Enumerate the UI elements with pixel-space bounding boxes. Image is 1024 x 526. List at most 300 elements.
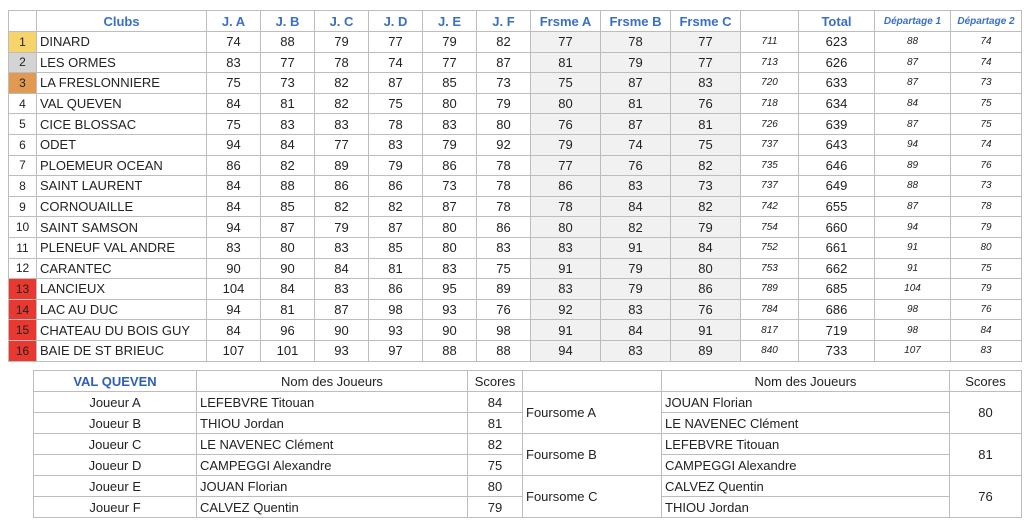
cell-rank: 10 (9, 217, 37, 238)
header-gross (741, 11, 799, 32)
cell-jd: 86 (369, 176, 423, 197)
foursome-player: LEFEBVRE Titouan (662, 434, 950, 455)
standings-row (9, 196, 1022, 217)
header-jf: J. F (477, 11, 531, 32)
cell-dep2: 75 (951, 114, 1022, 135)
cell-rank: 7 (9, 155, 37, 176)
cell-ja: 94 (207, 134, 261, 155)
cell-jf: 89 (477, 279, 531, 300)
cell-dep2: 78 (951, 196, 1022, 217)
standings-table (8, 10, 1022, 362)
header-fb: Frsme B (601, 11, 671, 32)
cell-dep1: 87 (875, 73, 951, 94)
player-row (34, 434, 1022, 455)
cell-jc: 83 (315, 237, 369, 258)
cell-jb: 81 (261, 93, 315, 114)
cell-je: 88 (423, 340, 477, 361)
cell-total: 634 (799, 93, 875, 114)
foursome-scores-header: Scores (950, 371, 1022, 392)
cell-dep1: 89 (875, 155, 951, 176)
player-name: JOUAN Florian (197, 476, 468, 497)
standings-body (9, 32, 1022, 362)
header-je: J. E (423, 11, 477, 32)
team-detail-header-row (34, 371, 1022, 392)
cell-dep1: 94 (875, 134, 951, 155)
cell-ja: 94 (207, 217, 261, 238)
cell-total: 626 (799, 52, 875, 73)
cell-total: 685 (799, 279, 875, 300)
standings-row (9, 279, 1022, 300)
header-clubs: Clubs (37, 11, 207, 32)
player-row (34, 392, 1022, 413)
foursome-label-header (523, 371, 662, 392)
cell-jc: 93 (315, 340, 369, 361)
cell-fa: 75 (531, 73, 601, 94)
cell-dep2: 84 (951, 320, 1022, 341)
cell-fa: 77 (531, 155, 601, 176)
cell-club: BAIE DE ST BRIEUC (37, 340, 207, 361)
standings-header-row (9, 11, 1022, 32)
cell-ja: 84 (207, 93, 261, 114)
standings-row (9, 114, 1022, 135)
foursome-label: Foursome B (523, 434, 662, 476)
cell-fb: 83 (601, 176, 671, 197)
cell-ja: 83 (207, 237, 261, 258)
cell-jb: 82 (261, 155, 315, 176)
cell-rank: 16 (9, 340, 37, 361)
cell-jb: 87 (261, 217, 315, 238)
standings-row (9, 258, 1022, 279)
cell-jb: 73 (261, 73, 315, 94)
cell-fc: 91 (671, 320, 741, 341)
cell-je: 87 (423, 196, 477, 217)
standings-row (9, 217, 1022, 238)
cell-jf: 79 (477, 93, 531, 114)
player-score: 82 (468, 434, 523, 455)
foursome-player: THIOU Jordan (662, 497, 950, 518)
cell-fc: 77 (671, 52, 741, 73)
cell-fa: 91 (531, 258, 601, 279)
cell-fb: 74 (601, 134, 671, 155)
cell-dep1: 104 (875, 279, 951, 300)
cell-gross: 742 (741, 196, 799, 217)
cell-jc: 77 (315, 134, 369, 155)
cell-gross: 718 (741, 93, 799, 114)
foursome-label: Foursome C (523, 476, 662, 518)
cell-club: CICE BLOSSAC (37, 114, 207, 135)
cell-club: PLOEMEUR OCEAN (37, 155, 207, 176)
cell-fc: 81 (671, 114, 741, 135)
cell-dep1: 88 (875, 176, 951, 197)
cell-jd: 86 (369, 279, 423, 300)
cell-gross: 784 (741, 299, 799, 320)
cell-jc: 87 (315, 299, 369, 320)
cell-club: SAINT LAURENT (37, 176, 207, 197)
cell-fb: 79 (601, 279, 671, 300)
player-name: LE NAVENEC Clément (197, 434, 468, 455)
header-rank (9, 11, 37, 32)
standings-row (9, 340, 1022, 361)
cell-club: ODET (37, 134, 207, 155)
cell-rank: 11 (9, 237, 37, 258)
player-name: THIOU Jordan (197, 413, 468, 434)
cell-fa: 86 (531, 176, 601, 197)
cell-jf: 86 (477, 217, 531, 238)
cell-fc: 75 (671, 134, 741, 155)
cell-fb: 84 (601, 196, 671, 217)
cell-jd: 87 (369, 73, 423, 94)
player-score: 79 (468, 497, 523, 518)
cell-gross: 735 (741, 155, 799, 176)
cell-dep2: 79 (951, 217, 1022, 238)
cell-jf: 83 (477, 237, 531, 258)
cell-fa: 91 (531, 320, 601, 341)
cell-dep1: 91 (875, 258, 951, 279)
cell-jc: 90 (315, 320, 369, 341)
cell-rank: 15 (9, 320, 37, 341)
cell-jd: 77 (369, 32, 423, 53)
standings-row (9, 299, 1022, 320)
cell-je: 85 (423, 73, 477, 94)
header-total: Total (799, 11, 875, 32)
cell-ja: 74 (207, 32, 261, 53)
cell-fc: 82 (671, 196, 741, 217)
player-slot: Joueur E (34, 476, 197, 497)
cell-jb: 90 (261, 258, 315, 279)
cell-fa: 92 (531, 299, 601, 320)
cell-je: 93 (423, 299, 477, 320)
cell-fc: 80 (671, 258, 741, 279)
cell-dep2: 74 (951, 32, 1022, 53)
foursome-score: 80 (950, 392, 1022, 434)
cell-jb: 84 (261, 279, 315, 300)
cell-jd: 85 (369, 237, 423, 258)
cell-rank: 12 (9, 258, 37, 279)
cell-rank: 3 (9, 73, 37, 94)
cell-dep2: 79 (951, 279, 1022, 300)
cell-jf: 73 (477, 73, 531, 94)
cell-dep2: 80 (951, 237, 1022, 258)
standings-row (9, 176, 1022, 197)
cell-jc: 84 (315, 258, 369, 279)
cell-ja: 83 (207, 52, 261, 73)
cell-gross: 726 (741, 114, 799, 135)
player-slot: Joueur B (34, 413, 197, 434)
standings-row (9, 320, 1022, 341)
cell-fa: 83 (531, 279, 601, 300)
cell-dep1: 98 (875, 320, 951, 341)
cell-ja: 107 (207, 340, 261, 361)
cell-fa: 81 (531, 52, 601, 73)
player-slot: Joueur A (34, 392, 197, 413)
cell-fc: 89 (671, 340, 741, 361)
cell-club: DINARD (37, 32, 207, 53)
cell-fb: 76 (601, 155, 671, 176)
cell-fc: 76 (671, 93, 741, 114)
team-name: VAL QUEVEN (34, 371, 197, 392)
cell-dep2: 73 (951, 176, 1022, 197)
cell-gross: 752 (741, 237, 799, 258)
cell-jc: 82 (315, 93, 369, 114)
cell-jc: 82 (315, 73, 369, 94)
cell-je: 83 (423, 114, 477, 135)
header-jc: J. C (315, 11, 369, 32)
cell-jf: 78 (477, 176, 531, 197)
cell-jd: 82 (369, 196, 423, 217)
cell-rank: 9 (9, 196, 37, 217)
cell-ja: 84 (207, 320, 261, 341)
cell-gross: 737 (741, 176, 799, 197)
cell-fb: 81 (601, 93, 671, 114)
cell-dep1: 87 (875, 196, 951, 217)
cell-gross: 720 (741, 73, 799, 94)
scores-header: Scores (468, 371, 523, 392)
cell-fa: 76 (531, 114, 601, 135)
header-jd: J. D (369, 11, 423, 32)
player-name: CALVEZ Quentin (197, 497, 468, 518)
cell-fb: 83 (601, 340, 671, 361)
cell-jd: 79 (369, 155, 423, 176)
cell-dep2: 76 (951, 299, 1022, 320)
cell-dep1: 84 (875, 93, 951, 114)
cell-club: LES ORMES (37, 52, 207, 73)
standings-row (9, 73, 1022, 94)
cell-fc: 84 (671, 237, 741, 258)
cell-je: 83 (423, 258, 477, 279)
cell-ja: 84 (207, 176, 261, 197)
cell-total: 646 (799, 155, 875, 176)
cell-gross: 840 (741, 340, 799, 361)
player-name: LEFEBVRE Titouan (197, 392, 468, 413)
cell-jd: 97 (369, 340, 423, 361)
cell-jb: 81 (261, 299, 315, 320)
cell-jd: 81 (369, 258, 423, 279)
foursome-players-header: Nom des Joueurs (662, 371, 950, 392)
cell-total: 660 (799, 217, 875, 238)
standings-row (9, 93, 1022, 114)
player-slot: Joueur F (34, 497, 197, 518)
cell-dep1: 87 (875, 52, 951, 73)
cell-total: 639 (799, 114, 875, 135)
cell-jd: 87 (369, 217, 423, 238)
cell-jd: 75 (369, 93, 423, 114)
cell-dep1: 98 (875, 299, 951, 320)
cell-jb: 84 (261, 134, 315, 155)
player-name: CAMPEGGI Alexandre (197, 455, 468, 476)
cell-jf: 75 (477, 258, 531, 279)
cell-total: 623 (799, 32, 875, 53)
standings-row (9, 237, 1022, 258)
cell-jb: 77 (261, 52, 315, 73)
cell-rank: 1 (9, 32, 37, 53)
cell-jb: 101 (261, 340, 315, 361)
cell-dep2: 83 (951, 340, 1022, 361)
cell-fc: 79 (671, 217, 741, 238)
cell-fb: 83 (601, 299, 671, 320)
cell-dep1: 88 (875, 32, 951, 53)
cell-club: PLENEUF VAL ANDRE (37, 237, 207, 258)
cell-club: LA FRESLONNIERE (37, 73, 207, 94)
cell-ja: 90 (207, 258, 261, 279)
cell-jd: 74 (369, 52, 423, 73)
cell-gross: 737 (741, 134, 799, 155)
cell-rank: 6 (9, 134, 37, 155)
header-jb: J. B (261, 11, 315, 32)
cell-jc: 89 (315, 155, 369, 176)
cell-fa: 77 (531, 32, 601, 53)
cell-club: SAINT SAMSON (37, 217, 207, 238)
cell-gross: 713 (741, 52, 799, 73)
cell-total: 719 (799, 320, 875, 341)
cell-jf: 92 (477, 134, 531, 155)
cell-jf: 80 (477, 114, 531, 135)
cell-fb: 87 (601, 73, 671, 94)
standings-row (9, 32, 1022, 53)
team-detail-body (34, 392, 1022, 518)
foursome-score: 81 (950, 434, 1022, 476)
cell-je: 77 (423, 52, 477, 73)
cell-jc: 83 (315, 279, 369, 300)
cell-fb: 84 (601, 320, 671, 341)
cell-jf: 82 (477, 32, 531, 53)
cell-ja: 75 (207, 114, 261, 135)
player-score: 80 (468, 476, 523, 497)
foursome-label: Foursome A (523, 392, 662, 434)
cell-fa: 80 (531, 217, 601, 238)
cell-je: 80 (423, 217, 477, 238)
player-row (34, 476, 1022, 497)
cell-jc: 79 (315, 32, 369, 53)
cell-jf: 98 (477, 320, 531, 341)
cell-je: 79 (423, 134, 477, 155)
header-fc: Frsme C (671, 11, 741, 32)
cell-dep2: 75 (951, 93, 1022, 114)
cell-gross: 817 (741, 320, 799, 341)
cell-ja: 86 (207, 155, 261, 176)
player-score: 75 (468, 455, 523, 476)
cell-fb: 82 (601, 217, 671, 238)
cell-club: LAC AU DUC (37, 299, 207, 320)
cell-jf: 78 (477, 196, 531, 217)
cell-jb: 85 (261, 196, 315, 217)
cell-total: 633 (799, 73, 875, 94)
cell-fb: 87 (601, 114, 671, 135)
cell-club: CARANTEC (37, 258, 207, 279)
standings-row (9, 134, 1022, 155)
cell-je: 90 (423, 320, 477, 341)
cell-fb: 78 (601, 32, 671, 53)
cell-jc: 79 (315, 217, 369, 238)
cell-rank: 8 (9, 176, 37, 197)
cell-total: 662 (799, 258, 875, 279)
standings-row (9, 155, 1022, 176)
header-departage-2: Départage 2 (951, 11, 1022, 32)
players-header: Nom des Joueurs (197, 371, 468, 392)
cell-dep1: 107 (875, 340, 951, 361)
cell-jb: 88 (261, 176, 315, 197)
cell-fa: 80 (531, 93, 601, 114)
cell-fc: 76 (671, 299, 741, 320)
cell-jd: 78 (369, 114, 423, 135)
header-fa: Frsme A (531, 11, 601, 32)
cell-je: 95 (423, 279, 477, 300)
cell-fc: 86 (671, 279, 741, 300)
cell-je: 86 (423, 155, 477, 176)
header-ja: J. A (207, 11, 261, 32)
cell-je: 73 (423, 176, 477, 197)
cell-ja: 84 (207, 196, 261, 217)
cell-fc: 83 (671, 73, 741, 94)
cell-jd: 98 (369, 299, 423, 320)
player-slot: Joueur D (34, 455, 197, 476)
cell-club: VAL QUEVEN (37, 93, 207, 114)
cell-fa: 83 (531, 237, 601, 258)
player-score: 84 (468, 392, 523, 413)
cell-fb: 79 (601, 258, 671, 279)
cell-fa: 94 (531, 340, 601, 361)
cell-fc: 82 (671, 155, 741, 176)
cell-fc: 73 (671, 176, 741, 197)
cell-jb: 96 (261, 320, 315, 341)
cell-dep2: 73 (951, 73, 1022, 94)
cell-jf: 88 (477, 340, 531, 361)
cell-jf: 76 (477, 299, 531, 320)
cell-club: LANCIEUX (37, 279, 207, 300)
cell-dep1: 87 (875, 114, 951, 135)
cell-jd: 83 (369, 134, 423, 155)
cell-fb: 91 (601, 237, 671, 258)
cell-rank: 4 (9, 93, 37, 114)
cell-gross: 753 (741, 258, 799, 279)
header-departage-1: Départage 1 (875, 11, 951, 32)
cell-fa: 78 (531, 196, 601, 217)
standings-row (9, 52, 1022, 73)
cell-gross: 754 (741, 217, 799, 238)
cell-ja: 94 (207, 299, 261, 320)
foursome-player: JOUAN Florian (662, 392, 950, 413)
cell-fc: 77 (671, 32, 741, 53)
cell-fb: 79 (601, 52, 671, 73)
cell-rank: 13 (9, 279, 37, 300)
cell-dep1: 91 (875, 237, 951, 258)
cell-club: CORNOUAILLE (37, 196, 207, 217)
cell-dep2: 74 (951, 134, 1022, 155)
cell-gross: 711 (741, 32, 799, 53)
cell-rank: 14 (9, 299, 37, 320)
player-slot: Joueur C (34, 434, 197, 455)
cell-dep2: 76 (951, 155, 1022, 176)
cell-dep2: 74 (951, 52, 1022, 73)
cell-dep2: 75 (951, 258, 1022, 279)
foursome-score: 76 (950, 476, 1022, 518)
cell-club: CHATEAU DU BOIS GUY (37, 320, 207, 341)
cell-gross: 789 (741, 279, 799, 300)
cell-jc: 78 (315, 52, 369, 73)
cell-jc: 83 (315, 114, 369, 135)
team-detail-table (33, 370, 1022, 518)
cell-jf: 78 (477, 155, 531, 176)
cell-total: 649 (799, 176, 875, 197)
cell-jb: 88 (261, 32, 315, 53)
cell-dep1: 94 (875, 217, 951, 238)
cell-ja: 75 (207, 73, 261, 94)
cell-total: 661 (799, 237, 875, 258)
player-score: 81 (468, 413, 523, 434)
cell-rank: 5 (9, 114, 37, 135)
cell-total: 733 (799, 340, 875, 361)
cell-ja: 104 (207, 279, 261, 300)
cell-total: 655 (799, 196, 875, 217)
